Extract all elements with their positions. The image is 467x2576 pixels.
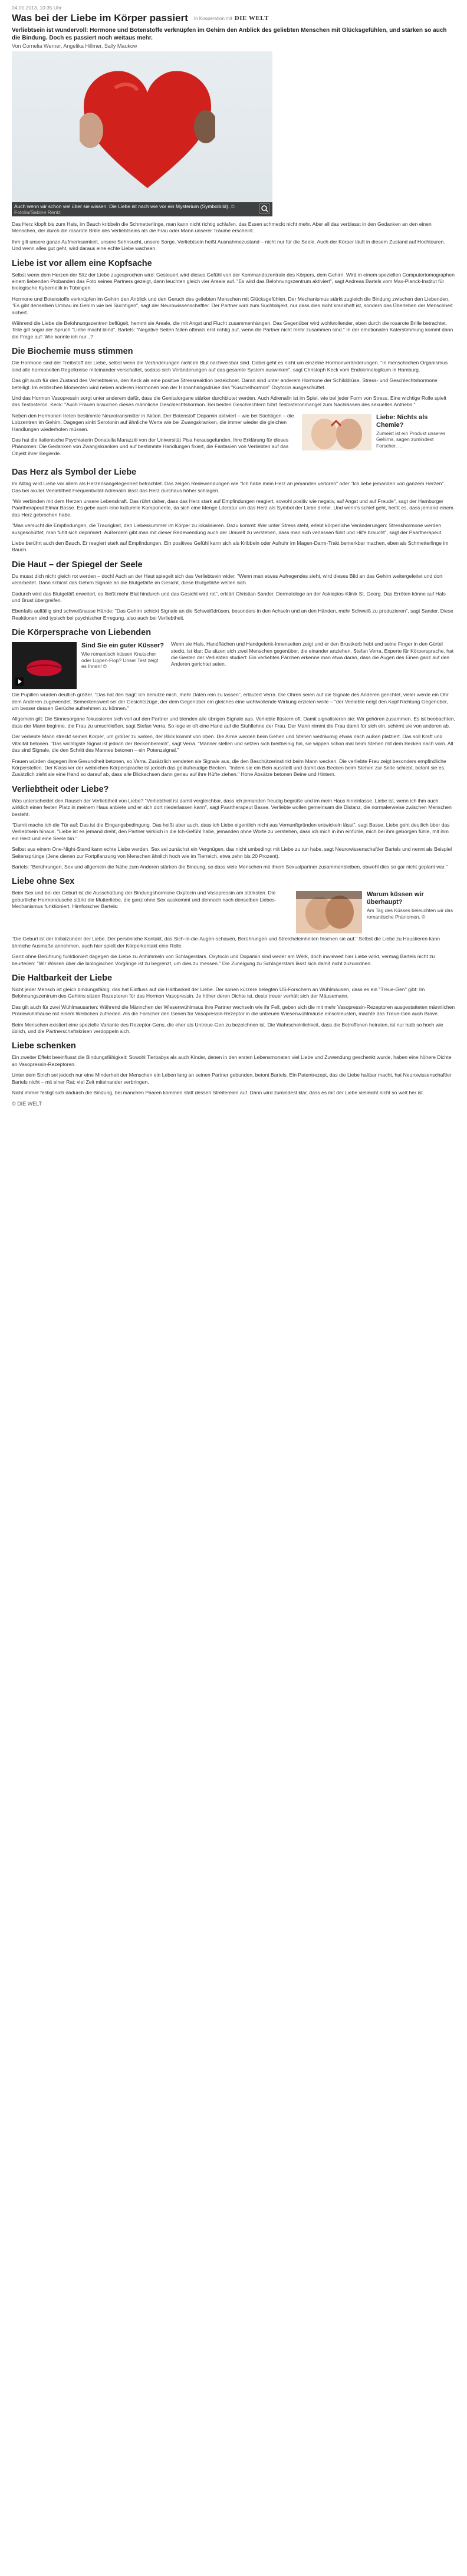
section-paragraph: "Damit mache ich die Tür auf: Das ist die Eingangsbedingung. Das heißt aber auch, dass ich Liebe eigentlich nicht aus Vernunftgründen entwickeln lässt", sagt Basse. Liebe geht deutlich über das Verliebtsein hinaus. "Liebe ist es jemand dreht, den Partner wirklich in die Ich-Gefühl habe, jemanden ohne Worte zu verstehen, dass ich mich in ihn einfühle, mich bei ihm geborgen fühle, mit ihm ein Herz und eine Seele bin." [12,821,450,841]
section-heading: Verliebtheit oder Liebe? [12,784,109,794]
welt-logo[interactable]: DIE WELT [234,15,269,22]
section-paragraph: Frauen würden dagegen ihre Gesundheit betonen, so Verra. Zusätzlich sendeten sie Signale aus, die den Beschützerinstinkt beim Mann wecken. Die verliebte Frau zeigt besonders empfindliche Körperstellen. Der Klassiker der weiblichen Körpersprache ist jedoch das geläufreudige Becken. "Indem sie ein Bein ausstellt und damit das Becken beim Stehen zur Seite schiebt, betont sie es. Zusätzlich zieht sie eine Hand so darauf ab, dass alle Blickachsen dann genau auf ihre Hüfte ziehen." Hohe Absätze betonen Beine und Hintern. [12,758,446,778]
section-paragraph: "Die Geburt ist der Initialzünder der Liebe. Der persönliche Kontakt, das Sich-in-die-Augen-schauen, Berührungen und Streicheleinheiten frischen sie auf." Selbst die Liebe zu Haustieren kann ähnliche Ausmaße annehmen, auch hier spielt der Körperkontakt eine Rolle. [12,936,440,949]
cooperation-note [194,15,269,22]
section-paragraph: Wenn sie Hals, Handflächen und Handgelenk-Innenseiten zeigt und er den Brustkorb hebt und seine Finger in den Gürtel steckt, ist klar: Da sitzen sich zwei Menschen gegenüber, die einander anziehen. Stefan Verra, Experte für Körpersprache, hat die Gesten der Verliebten studiert: Ein verliebtes Pärchen erkenne man etwa daran, dass die Augen des Einen ganz auf den Anderen gerichtet seien. [171,641,454,667]
teaser-title[interactable]: Liebe: Nichts als Chemie? [376,413,428,429]
section-paragraph: Liebe berührt auch den Bauch. Er reagiert stark auf Empfindungen. Ein positives Gefühl kann sich als Kribbeln oder Aufruhr im Magen-Darm-Trakt bemerkbar machen, eben als Schmetterlinge im Bauch. [12,540,449,553]
section-heading: Liebe ist vor allem eine Kopfsache [12,258,152,268]
section-paragraph: Und das Hormon Vasopressin sorgt unter anderem dafür, dass die Genitalorgane stärker durchblutet werden. Auch Adrenalin ist im Spiel, wie bei jeder Form von Stress. Eine wichtige Rolle spielt das Testosteron. Keck: "Auch Frauen brauchen dieses männliche Geschlechtshormon. Bei beiden Geschlechtern führt Testosteronmangel zum Nachlassen des sexuellen Antriebs." [12,394,446,408]
title-row [12,12,455,25]
section-paragraph: Die Pupillen würden deutlich größer. "Das hat den Sagt: Ich benutze mich, mehr Daten rein zu lassen", erläutert Verra. Die Ohren seien auf die Signale des Anderen gerichtet, vieler werde ein Ohr dem Anderen zugewendet. Bemerkenswert sei der Gesichtszüge, der dem Gegenüber ein gleiches eine wohlwollende Wirkung erzielen wolle – "der Verliebte neigt den Kopf Richtung Gegenüber, um besser dessen Gerüche aufnehmen zu können." [12,692,449,712]
section-paragraph: Die Hormone sind der Treibstoff der Liebe, selbst wenn die Veränderungen nicht im Blut nachweisbar sind. Dabei geht es nicht um einzelne Hormonveränderungen. "In menschlichen Organismus sind alle hormonellen Regelkreise miteinander verschaltet, sodass sich Veränderungen auf das gesamte System auswirken", sagt Christoph Keck vom Endokrinologikum in Hamburg. [12,360,448,373]
teaser-thumbnail [12,642,77,689]
section-paragraph: Ganz ohne Berührung funktioniert dagegen die Liebe zu Anhimmeln von Schlagerstars. Oxytocin und Dopamin sind weder am Werk, doch inwieweit hier Liebe wirkt, vermag Bartels nicht zu beurteilen: "Wir Wissen über die biologischen Vorgänge ist zu begrenzt, um dies zu messen." Die Zuneigung zu Schlagerstars lässt sich damit nicht zuzuordnen. [12,953,435,966]
section-heading: Die Körpersprache von Liebenden [12,628,152,638]
section-paragraph: Beim Menschen existiert eine spezielle Variante des Rezeptor-Gens, die eher als Untreue-Gen zu bezeichnen ist. Die Wahrscheinlichkeit, dass die Betroffenen heiraten, ist nur halb so hoch wie üblich, und die Partnerschaftskrisen verdoppeln sich. [12,1021,443,1035]
section-paragraph: "Wir verbinden mit dem Herzen unsere Lebenskraft. Das rührt daher, dass das Herz stark auf Empfindungen reagiert, sowohl positiv wie negativ, auf Angst und auf Freude", sagt der Hamburger Paartherapeut Elmar Basse. Es gebe auch eine kulturelle Komponente, da sich eine Menge Literatur um das Herz als Symbol der Liebe drehe. Und wenn's schief geht, heißt es, dass jemand einem das Herz gebrochen habe. [12,498,453,518]
teaser-chemistry[interactable] [302,414,455,450]
section-heading: Liebe ohne Sex [12,877,75,887]
teaser-title[interactable]: Sind Sie ein guter Küsser? [81,642,164,650]
section-paragraph: Das gilt auch für den Zustand des Verliebtseins, den Keck als eine positive Stressreaktion bezeichnet. Daran sind unter anderem Hormone der Schilddrüse, Stress- und Geschlechtshormone beteiligt. Im erotischen Momenten wird neben anderen Hormonen von der Hirnanhangsdrüse das "Kuschelhormon" Oxytocin ausgeschüttet. [12,377,438,390]
section-paragraph: Du musst dich nicht gleich rot werden – doch! Auch an der Haut spiegelt sich das Verliebtsein wider. "Wenn man etwas Aufregendes sieht, wird dieses Bild an das Gehirn weitergeleitet und dort verarbeitet. Dann schickt das Gehirn Signale an die Blutgefäße im Gesicht, diese Blutgefäße weiten sich. [12,573,443,586]
section-heading: Die Haltbarkeit der Liebe [12,973,113,983]
hero-caption [12,202,272,216]
section-paragraph: Selbst aus einem One-Night-Stand kann echte Liebe werden. Sex sei zunächst ein Vergnügen, das nicht umbedingt mit Liebe zu tun habe, sagt Neurowissenschaftler Bartels und nennt als Beispiel Seitensprünge (Jene dienen zur Fortpflanzung von Menschen ähnlich hoch wie im Tierreich, etwa zehn bis 20 Prozent). [12,846,452,859]
teaser-text: Am Tag des Küsses beleuchten wir das romantische Phänomen. © [367,907,453,920]
section-paragraph: Allgemein gilt: Die Sinnesorgane fokussieren sich voll auf den Partner und blenden alle übrigen Signale aus. Verliebte flüstern oft. Damit signalisieren sie: Wir gehören zusammen. Es ist beobachten, dass der Mann beginne, die Frau zu umschließen, sagt Stefan Verra. So lege er oft eine Hand auf die Stuhllehne der Frau. Der Mann nimmt die Frau damit für sich ein, schirmt sie von anderen ab. [12,716,455,729]
section-paragraph: Unter dem Strich sei jedoch nur eine Minderheit der Menschen ein Leben lang an seinen Partner gebunden, betont Bartels. Ein Patentrezept, das die Liebe haltbar macht, hat Neurowissenschaftler Bartels nicht – mit einer Rat: viel Zeit miteinander verbringen. [12,1072,452,1085]
hero-caption-text: Auch wenn wir schon viel über sie wissen: Die Liebe ist nach wie vor ein Mysterium (Symbolbild). [14,203,230,209]
section-paragraph: Während die Liebe die Belohnungszentren beflügelt, hemmt sie Areale, die mit Angst und Flucht zusammenhängen. Das Gegenüber wird wohlwollender, eben durch die rosarote Brille betrachtet. Teile gilt sogar der Spruch "Liebe macht blind", Bartels: "Negative Seiten fallen oftmals erst richtig auf, wenn die Partner nicht mehr zusammen sind." In der emotionalen Katerstimmung kommt dann die Frage auf: Wie konnte ich nur...? [12,320,453,340]
section-paragraph: Beim Sex und bei der Geburt ist die Ausschüttung der Bindungshormone Oxytocin und Vasopressin am stärksten. Die geburtliche Hormondusche stärkt die Mutterliebe, die ganz ohne Sex auskommt und dennoch nach denselben Liebes-Mechanismus funktioniert. Hirnforscher Bartels: [12,890,277,910]
section-paragraph: Im Alltag wird Liebe vor allem als Herzensangelegenheit betrachtet. Das zeigen Redewendungen wie "Ich habe mein Herz an jemanden verloren" oder "Ich liebe jemanden von ganzem Herzen". Das bei akuter Verliebtheit Frequentivität-Adrenalin lässt das Herz durchaus höher schlagen. [12,481,445,494]
teaser-thumbnail [296,891,362,933]
teaser-kiss-test[interactable] [12,642,164,689]
teaser-text: Zumeist ist ein Produkt unseres Gehirns, sagen zumindest Forscher. ... [376,430,446,449]
section-paragraph: Was unterscheidet den Rausch der Verliebtheit von Liebe? "Verliebtheit ist damit vergleichbar, dass ich jemanden freudig begrüße und im mein Haus hineinlasse. Liebe ist, wenn ich ihm auch wirklich einen festen Platz in meinem Haus anbiete und er sich dort niederlassen kann", sagt Paartherapeut Basse. Verliebte wollen gemeinsam die Distanz, die normalerweise zwischen Menschen besteht. [12,797,452,817]
play-icon[interactable] [15,677,24,686]
intro-paragraph: Das Herz klopft bis zum Hals, im Bauch kribbeln die Schmetterlinge, man kann nicht richtig schlafen, das Essen schmeckt nicht mehr. Aber all das verblasst in den Gedanken an den einen Menschen, der durch die rosarote Brille des Verliebtseins als die Frau oder Mann unserer Träume erscheint. [12,221,432,234]
section-paragraph: Ebenfalls auffällig sind schweißnasse Hände: "Das Gehirn schickt Signale an die Schweißdrüsen, besonders in den Achseln und an den Händen, mehr Schweiß zu produzieren", sagt Sander. Diese Reaktionen sind typisch bei psychischer Erregung, also auch bei Verliebtheit. [12,608,453,621]
article-authors: Von Cornelia Werner, Angelika Hillmer, Sally Maukow [12,43,137,49]
teaser-thumbnail [302,414,371,450]
section-paragraph: Neben den Hormonen treten bestimmte Neurotransmitter in Aktion. Der Botenstoff Dopamin aktiviert – wie bei Süchtigen – die Lobzentren im Gehirn. Dagegen sinkt Serotonin auf ähnliche Werte wie bei Zwangskranken, die immer wieder die gleichen Handlungen wiederholen müssen. [12,412,294,432]
section-paragraph: Dadurch wird das Blutgefäß erweitert, es fließt mehr Blut hindurch und das Gesicht wird rot", erklärt Christian Sander, Dermatologe an der Asklepios-Klinik St. Georg. Das Erröten könne auf Hals und Brust übergreifen. [12,590,446,604]
teaser-text: Wie romantisch küssen Knutscher oder Lippen-Flop? Unser Test zeigt es Ihnen! © [81,651,159,670]
section-paragraph: Selbst wenn dem Herzen der Sitz der Liebe zugesprochen wird: Gesteuert wird dieses Gefühl von der Kommandozentrale des Körpers, dem Gehirn. Wird in einem speziellen Computertomographen einem liebenden Probanden das Foto seines Partners gezeigt, dann leuchten gleich vier Areale auf. "Es wird das Belohnungszentrum aktiviert", sagt Andreas Bartels vom Max-Planck-Institut für biologische Kybernetik in Tübingen. [12,271,455,291]
cooperation-label: In Kooperation mit [193,15,232,21]
teaser-why-kiss[interactable] [296,891,455,933]
section-paragraph: Das gilt auch für zwei Wühlmausarten: Während die Männchen der Wiesenwühlmaus ihre Partner wechseln wie ihr Fell, geben sich die mit mehr Vasopressin-Rezeptoren ausgestatteten männlichen Präriewühlmäuse mit einem Weibchen zufrieden. Als die Forscher den Genen für Vasopressin-Rezeptor in die untreuen Wiesenwühlmäuse einschleusten, machte das Treue-Gen auch Brave. [12,1004,455,1017]
section-paragraph: Nicht immer festigt sich dadurch die Bindung, bei manchen Paaren kommen statt dessen Streitereien auf. Dann wird zumindest klar, dass es mit der Liebe vielleicht nicht so weit her ist. [12,1090,425,1096]
teaser-title[interactable]: Warum küssen wir überhaupt? [367,891,424,906]
section-heading: Das Herz als Symbol der Liebe [12,468,137,478]
section-paragraph: Bartels: "Berührungen, Sex und allgemein die Nähe zum Anderen stärken die Bindung, so dass viele Menschen mit ihrem Sexualpartner zusammenbleiben, obwohl dies so gar nicht geplant war." [12,863,448,870]
section-paragraph: Ein zweiter Effekt beeinflusst die Bindungsfähigkeit: Sowohl Tierbabys als auch Kinder, denen in den ersten Lebensmonaten viel Liebe und Zuwendung geschenkt wurde, haben eine höhere Dichte an Vasopressin-Rezeptoren. [12,1054,452,1067]
section-paragraph: Das hat die italienische Psychiaterin Donatella Marazziti von der Universität Pisa herausgefunden. Ihre Erklärung für dieses Phänomen: Die Gedanken von Zwangskranken und auf bestimmte Handlungen fixiert, die Fantasien von Verliebten auf das Objekt ihrer Begierde. [12,436,289,456]
article-date: 04.01.2013, 10:35 Uhr [12,5,62,11]
section-paragraph: Hormone und Botenstoffe verknüpfen im Gehirn den Anblick und den Geruch des geliebten Menschen mit Glücksgefühlen. Der Mechanismus stärkt zugleich die Bindung zwischen den Liebenden. "Es gibt denselben Umbau im Gehirn wie bei Süchtigen", sagt der Neurowissenschaftler. Der Partner wird zum Suchtobjekt, nur dass dies nicht krankhaft ist, sondern das Überleben der Menschheit sichert. [12,295,453,315]
page-title: Was bei der Liebe im Körper passiert [12,12,188,24]
section-heading: Die Haut – der Spiegel der Seele [12,560,143,570]
heart-illustration [80,64,215,194]
hero-image[interactable] [12,51,272,216]
article-page [12,0,455,1114]
section-paragraph: "Man versucht die Empfindungen, die Traurigkeit, den Liebeskummer im Körper zu lokalisieren. Dazu kommt: Wer unter Stress steht, erlebt körperliche Veränderungen: Stresshormone werden ausgeschüttet, man fühlt sich deprimiert. Außerdem gibt man mit dieser Redewendung auch der Umwelt zu verstehen, dass man sich verlassen fühlt und Hilfe braucht", sagt der Paartherapeut. [12,522,443,535]
section-paragraph: Der verliebte Mann streckt seinen Körper, um größer zu wirken, der Blick kommt von oben. Die Arme werden beim Gehen und Stehen weiträumig etwas nach außen platziert. Das soll Kraft und Vitalität betonen. "Das wichtigste Signal ist jedoch der Beckenbereich", sagt Verra. "Männer stellen und setzen sich breitbeinig hin, sie wippen schon mal beim Stehen mit dem Becken nach vorn. All das sind Signale, die den Schritt des Mannes betonen – ein Potenzsignal." [12,733,453,754]
footer [12,1101,455,1107]
section-paragraph: Nicht jeder Mensch ist gleich bindungsfähig; das hat Einfluss auf die Haltbarkeit der Liebe. Der sonen kürzere belegten US-Forschern an Wühlmäusen, dass es ein "Treue-Gen" gibt: Im Belohnungszentrum des Gehirns sitzen Rezeptoren für das Hormon Vasopressin. Je höher deren Dichte ist, desto treuer verhält sich der Mäusemann. [12,986,425,999]
zoom-icon[interactable] [259,203,270,214]
section-heading: Die Biochemie muss stimmen [12,347,133,357]
hero-caption-source: © Fotolia/Sabine Rentz [14,203,235,215]
section-heading: Liebe schenken [12,1041,76,1051]
intro-paragraph: Ihm gilt unsere ganze Aufmerksamkeit, unsere Sehnsucht, unsere Sorge. Verliebtsein heißt Ausnahmezustand – nicht nur für die Seele. Auch der Körper läuft in diesem Zustand auf Hochtouren. Und wenn alles gut geht, wird daraus eine echte Liebe wachsen. [12,238,445,252]
article-lead: Verliebtsein ist wundervoll: Hormone und Botenstoffe verknüpfen im Gehirn den Anblick des geliebten Menschen mit Glücksgefühlen, und stärken so auch die Bindung. Doch es passiert noch weitaus mehr. [12,27,447,41]
footer-copyright: © DIE WELT [12,1101,42,1107]
